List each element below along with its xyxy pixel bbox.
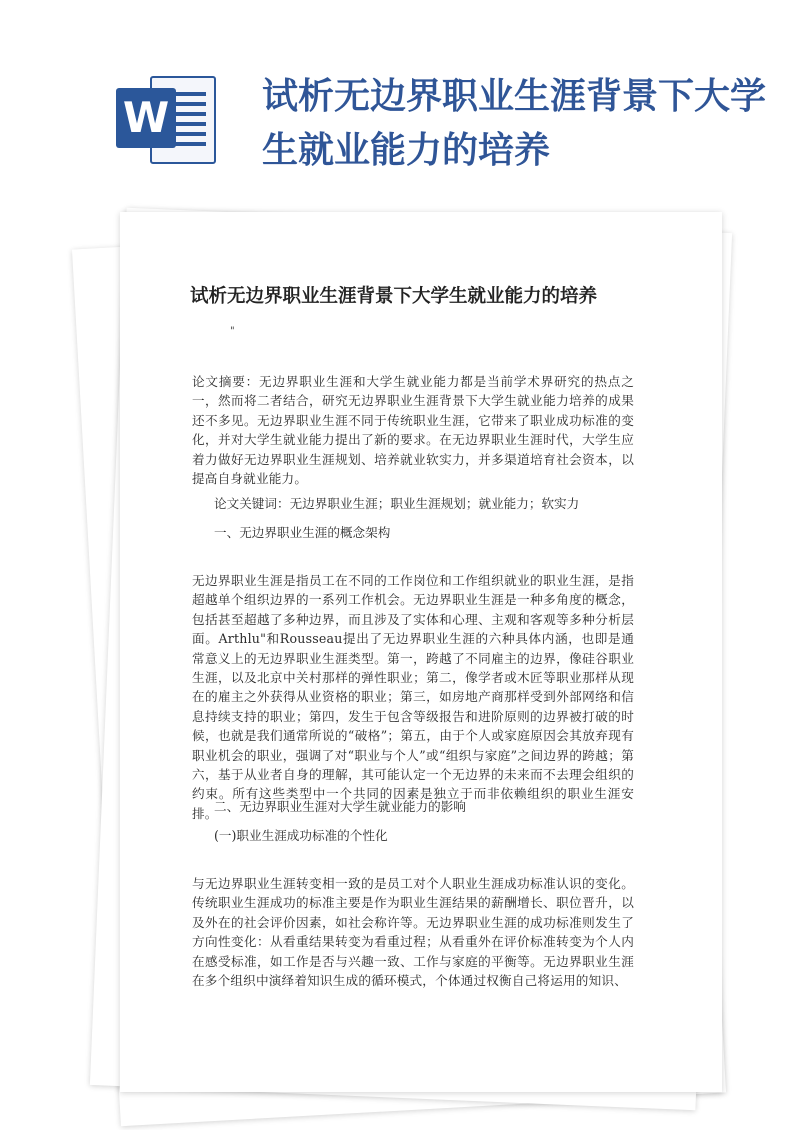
abstract-paragraph: 论文摘要：无边界职业生涯和大学生就业能力都是当前学术界研究的热点之一，然而将二者结合，研究无边界职业生涯背景下大学生就业能力培养的成果还不多见。无边界职业生涯不同于传统职业生涯，它带来了职业成功标准的变化，并对大学生就业能力提出了新的要求。在无边界职业生涯时代，大学生应着力做好无边界职业生涯规划、培养就业软实力，并多渠道培育社会资本，以提高自身就业能力。 — [192, 374, 634, 487]
word-doc-icon — [108, 68, 218, 168]
section-heading-2: 二、无边界职业生涯对大学生就业能力的影响 — [214, 799, 466, 814]
word-badge: W — [116, 88, 176, 148]
body-paragraph-1: 无边界职业生涯是指员工在不同的工作岗位和工作组织就业的职业生涯，是指超越单个组织边界的一系列工作机会。无边界职业生涯是一种多角度的概念，包括甚至超越了多种边界，而且涉及了实体和心理、主观和客观等多种分析层面。Arthlu"和Rousseau提出了无边界职业生涯的六种具体内涵，也即是通常意义上的无边界职业生涯类型。第一，跨越了不同雇主的边界，像硅谷职业生涯，以及北京中关村那样的弹性职业；第二，像学者或木匠等职业那样从现在的雇主之外获得从业资格的职业；第三，如房地产商那样受到外部网络和信息持续支持的职业；第四，发生于包含等级报告和进阶原则的边界被打破的时候，也就是我们通常所说的“破格”；第五，由于个人或家庭原因会其放弃现有职业机会的职业，强调了对“职业与个人”或“组织与家庭”之间边界的跨越；第六，基于从业者自身的理解，其可能认定一个无边界的未来而不去理会组织的约束。所有这些类型中一个共同的因素是独立于而非依赖组织的职业生涯安排。 — [192, 573, 634, 821]
keywords-line: 论文关键词：无边界职业生涯；职业生涯规划；就业能力；软实力 — [214, 496, 580, 511]
banner-title: 试析无边界职业生涯背景下大学生就业能力的培养 — [262, 76, 767, 171]
quote-mark: " — [230, 326, 235, 337]
top-banner — [0, 0, 800, 205]
document-title: 试析无边界职业生涯背景下大学生就业能力的培养 — [190, 286, 598, 307]
section-heading-1: 一、无边界职业生涯的概念架构 — [214, 525, 391, 540]
body-paragraph-2: 与无边界职业生涯转变相一致的是员工对个人职业生涯成功标准认识的变化。传统职业生涯成功的标准主要是作为职业生涯结果的薪酬增长、职位晋升，以及外在的社会评价因素，如社会称许等。无边界职业生涯的成功标准则发生了方向性变化：从看重结果转变为看重过程；从看重外在评价标准转变为个人内在感受标准，如工作是否与兴趣一致、工作与家庭的平衡等。无边界职业生涯在多个组织中演绎着知识生成的循环模式，个体通过权衡自己将运用的知识、 — [192, 876, 634, 989]
subsection-heading-1: (一)职业生涯成功标准的个性化 — [214, 828, 388, 843]
